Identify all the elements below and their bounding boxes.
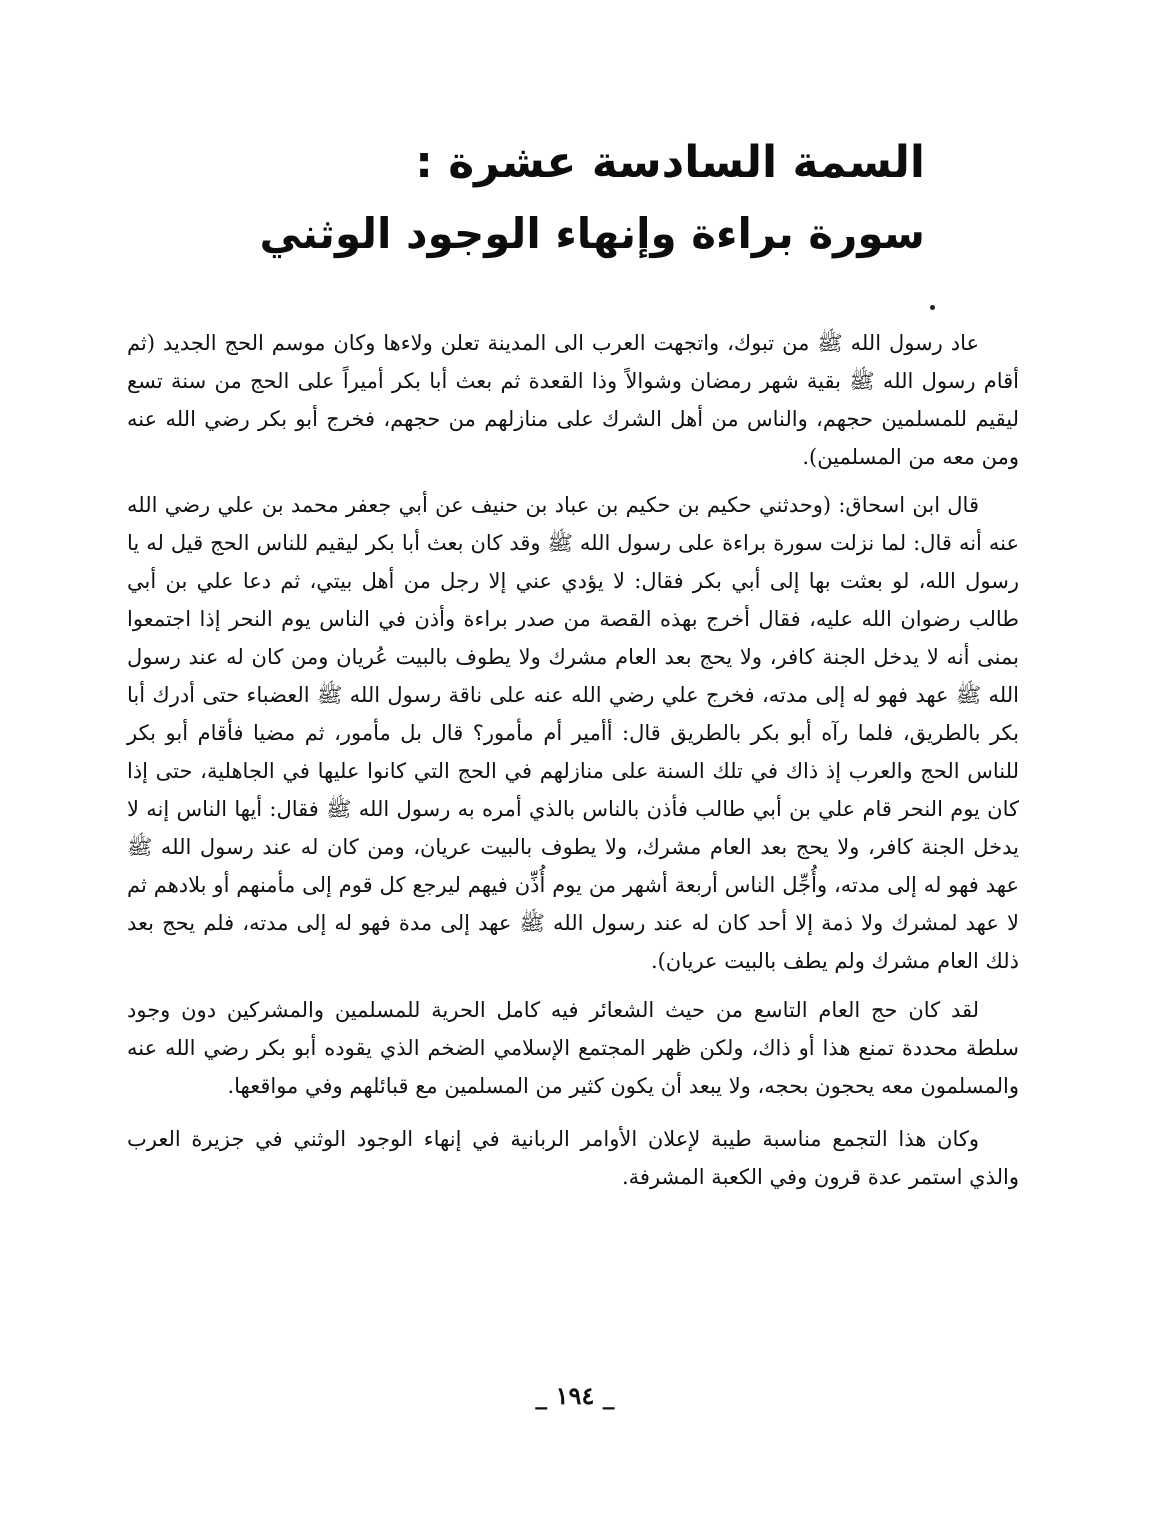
paragraph-end-of-paganism: وكان هذا التجمع مناسبة طيبة لإعلان الأوامر الربانية في إنهاء الوجود الوثني في جزيرة العرب والذي استمر عدة قرون وفي الكعبة المشرفة. [127, 1127, 1019, 1189]
chapter-heading [225, 128, 925, 270]
paragraph-return-from-tabuk: عاد رسول الله ﷺ من تبوك، واتجهت العرب الى المدينة تعلن ولاءها وكان موسم الحج الجديد (ثم أقام رسول الله ﷺ بقية شهر رمضان وشوالاً وذا القعدة ثم بعث أبا بكر أميراً على الحج من سنة تسع ليقيم للمسلمين حجهم، والناس من أهل الشرك على منازلهم من حجهم، فخرج أبو بكر رضي الله عنه ومن معه من المسلمين). [127, 331, 1019, 469]
paragraph-ninth-year-hajj: لقد كان حج العام التاسع من حيث الشعائر فيه كامل الحرية للمسلمين والمشركين دون وجود سلطة محددة تمنع هذا أو ذاك، ولكن ظهر المجتمع الإسلامي الضخم الذي يقوده أبو بكر رضي الله عنه والمسلمون معه يحجون بحجه، ولا يبعد أن يكون كثير من المسلمين مع قبائلهم وفي مواقعها. [127, 998, 1019, 1098]
paragraph-ibn-ishaq-narration: قال ابن اسحاق: (وحدثني حكيم بن حكيم بن عباد بن حنيف عن أبي جعفر محمد بن علي رضي الله عنه أنه قال: لما نزلت سورة براءة على رسول الله ﷺ وقد كان بعث أبا بكر ليقيم للناس الحج قيل له يا رسول الله، لو بعثت بها إلى أبي بكر فقال: لا يؤدي عني إلا رجل من أهل بيتي، ثم دعا علي بن أبي طالب رضوان الله عليه، فقال أخرج بهذه القصة من صدر براءة وأذن في الناس يوم النحر إذا اجتمعوا بمنى أنه لا يدخل الجنة كافر، ولا يحج بعد العام مشرك ولا يطوف بالبيت عُريان ومن كان له عند رسول الله ﷺ عهد فهو له إلى مدته، فخرج علي رضي الله عنه على ناقة رسول الله ﷺ العضباء حتى أدرك أبا بكر بالطريق، فلما رآه أبو بكر بالطريق قال: أأمير أم مأمور؟ قال بل مأمور، ثم مضيا فأقام أبو بكر للناس الحج والعرب إذ ذاك في تلك السنة على منازلهم في الحج التي كانوا عليها في الجاهلية، حتى إذا كان يوم النحر قام علي بن أبي طالب فأذن بالناس بالذي أمره به رسول الله ﷺ فقال: أيها الناس إنه لا يدخل الجنة كافر، ولا يحج بعد العام مشرك، ولا يطوف بالبيت عريان، ومن كان له عند رسول الله ﷺ عهد فهو له إلى مدته، وأُجِّل الناس أربعة أشهر من يوم أُذِّن فيهم ليرجع كل قوم إلى مأمنهم أو بلادهم ثم لا عهد لمشرك ولا ذمة إلا أحد كان له عند رسول الله ﷺ عهد إلى مدة فهو له إلى مدته، فلم يحج بعد ذلك العام مشرك ولم يطف بالبيت عريان). [127, 493, 1019, 973]
chapter-subtitle: سورة براءة وإنهاء الوجود الوثني [259, 209, 925, 258]
page-number: _ ١٩٤ _ [535, 1381, 615, 1410]
chapter-title: السمة السادسة عشرة : [415, 137, 925, 188]
ink-dot [930, 305, 935, 310]
body-text [127, 324, 1019, 1196]
